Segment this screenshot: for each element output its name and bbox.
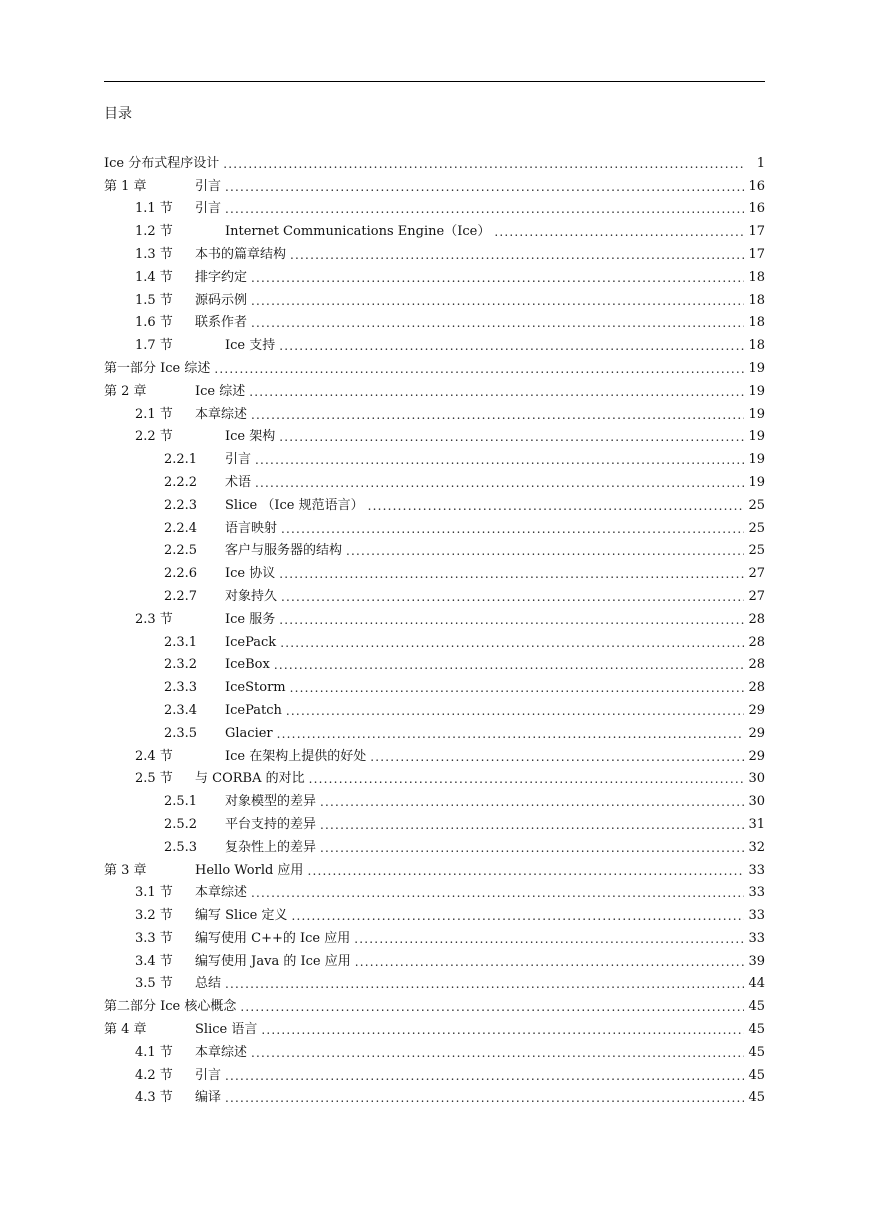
toc-entry-title: 对象持久 — [225, 588, 278, 604]
toc-entry[interactable] — [104, 582, 765, 605]
toc-entry-number: 1.6 节 — [135, 315, 173, 331]
toc-entry-number: 2.2 节 — [135, 429, 173, 445]
toc-entry-title: 编写使用 Java 的 Ice 应用 — [195, 953, 351, 969]
toc-entry[interactable] — [104, 286, 765, 309]
toc-entry-title: IcePatch — [225, 702, 282, 718]
toc-entry-page: 18 — [748, 338, 765, 354]
dot-leader — [223, 156, 745, 172]
dot-leader — [279, 566, 744, 582]
dot-leader — [290, 247, 744, 263]
toc-entry[interactable] — [104, 537, 765, 560]
toc-entry-page: 33 — [748, 908, 765, 924]
toc-entry-page: 45 — [748, 1067, 765, 1083]
toc-entry-number: 2.4 节 — [135, 748, 173, 764]
dot-leader — [277, 726, 745, 742]
dot-leader — [251, 407, 744, 423]
toc-entry-page: 25 — [748, 497, 765, 513]
toc-entry-title: 引言 — [195, 201, 222, 217]
toc-entry-title: 本章综述 — [195, 885, 248, 901]
toc-entry[interactable] — [104, 354, 765, 377]
dot-leader — [225, 179, 744, 195]
toc-entry-page: 39 — [748, 953, 765, 969]
toc-entry-number: 1.2 节 — [135, 224, 173, 240]
toc-entry-number: 1.3 节 — [135, 246, 173, 262]
toc-entry-page: 18 — [748, 292, 765, 308]
dot-leader — [225, 1090, 744, 1106]
toc-entry[interactable] — [104, 651, 765, 674]
toc-entry[interactable] — [104, 992, 765, 1015]
toc-entry-title: 引言 — [195, 178, 222, 194]
toc-entry-page: 45 — [748, 1022, 765, 1038]
dot-leader — [214, 361, 744, 377]
dot-leader — [286, 703, 745, 719]
toc-entry[interactable] — [104, 309, 765, 332]
toc-entry[interactable] — [104, 514, 765, 537]
dot-leader — [251, 885, 744, 901]
toc-heading: 目录 — [104, 106, 132, 122]
dot-leader — [251, 293, 744, 309]
toc-entry-title: 编写 Slice 定义 — [195, 908, 288, 924]
toc-entry-number: 第 2 章 — [104, 383, 147, 399]
toc-entry[interactable] — [104, 924, 765, 947]
toc-entry-number: 3.4 节 — [135, 953, 173, 969]
toc-entry[interactable] — [104, 833, 765, 856]
toc-entry-title: 本章综述 — [195, 1044, 248, 1060]
dot-leader — [225, 1068, 744, 1084]
toc-entry-number: 2.2.1 — [164, 452, 198, 468]
toc-entry-page: 19 — [748, 452, 765, 468]
toc-entry[interactable] — [104, 1015, 765, 1038]
toc-entry-title: 平台支持的差异 — [225, 816, 317, 832]
toc-entry[interactable] — [104, 195, 765, 218]
toc-entry[interactable] — [104, 970, 765, 993]
toc-entry[interactable] — [104, 468, 765, 491]
dot-leader — [281, 521, 744, 537]
toc-entry-page: 45 — [748, 1044, 765, 1060]
dot-leader — [279, 429, 744, 445]
toc-entry-title: 与 CORBA 的对比 — [195, 771, 305, 787]
dot-leader — [320, 817, 744, 833]
toc-entry-title: Slice 语言 — [195, 1022, 258, 1038]
toc-entry-title: 引言 — [195, 1067, 222, 1083]
toc-entry-title: 本章综述 — [195, 406, 248, 422]
toc-entry[interactable] — [104, 491, 765, 514]
toc-entry[interactable] — [104, 400, 765, 423]
dot-leader — [494, 224, 744, 240]
toc-entry-number: 2.5.1 — [164, 794, 198, 810]
toc-entry-title: Ice 协议 — [225, 566, 276, 582]
dot-leader — [370, 749, 744, 765]
toc-entry-title: IceStorm — [225, 680, 286, 696]
toc-entry-title: IcePack — [225, 634, 277, 650]
dot-leader — [368, 498, 745, 514]
toc-entry-page: 33 — [748, 885, 765, 901]
toc-entry[interactable] — [104, 559, 765, 582]
toc-entry-title: 术语 — [225, 474, 252, 490]
toc-entry[interactable] — [104, 787, 765, 810]
table-of-contents — [104, 149, 765, 1106]
toc-entry-page: 28 — [748, 657, 765, 673]
dot-leader — [280, 635, 744, 651]
toc-entry-page: 32 — [748, 839, 765, 855]
toc-entry-page: 19 — [748, 383, 765, 399]
dot-leader — [249, 384, 744, 400]
toc-entry-number: 4.1 节 — [135, 1044, 173, 1060]
toc-entry-number: 2.1 节 — [135, 406, 173, 422]
toc-entry-page: 33 — [748, 930, 765, 946]
toc-entry-page: 18 — [748, 315, 765, 331]
toc-entry-title: Hello World 应用 — [195, 862, 304, 878]
toc-entry-number: 2.3.3 — [164, 680, 198, 696]
toc-entry-number: 2.3.5 — [164, 725, 198, 741]
toc-entry[interactable] — [104, 719, 765, 742]
toc-entry-page: 19 — [748, 360, 765, 376]
toc-entry-page: 19 — [748, 429, 765, 445]
toc-entry-title: 语言映射 — [225, 520, 278, 536]
toc-entry-title: Slice （Ice 规范语言） — [225, 497, 364, 513]
toc-entry-number: 3.3 节 — [135, 930, 173, 946]
toc-entry-page: 25 — [748, 520, 765, 536]
toc-entry[interactable] — [104, 377, 765, 400]
dot-leader — [291, 908, 744, 924]
toc-entry[interactable] — [104, 1084, 765, 1107]
toc-entry-number: 1.1 节 — [135, 201, 173, 217]
dot-leader — [251, 315, 744, 331]
toc-entry-title: Ice 架构 — [225, 429, 276, 445]
toc-entry[interactable] — [104, 810, 765, 833]
toc-entry-page: 29 — [748, 725, 765, 741]
dot-leader — [225, 201, 744, 217]
dot-leader — [251, 1045, 744, 1061]
toc-entry-page: 30 — [748, 794, 765, 810]
toc-entry[interactable] — [104, 217, 765, 240]
toc-entry[interactable] — [104, 696, 765, 719]
toc-entry-title: 客户与服务器的结构 — [225, 543, 343, 559]
toc-entry-number: 2.2.2 — [164, 474, 198, 490]
toc-entry[interactable] — [104, 628, 765, 651]
toc-entry[interactable] — [104, 263, 765, 286]
toc-entry-number: 3.2 节 — [135, 908, 173, 924]
toc-entry[interactable] — [104, 1038, 765, 1061]
toc-entry-page: 19 — [748, 406, 765, 422]
dot-leader — [320, 794, 744, 810]
toc-entry-title: 编译 — [195, 1090, 222, 1106]
toc-entry[interactable] — [104, 605, 765, 628]
dot-leader — [255, 475, 744, 491]
toc-entry-title: Ice 服务 — [225, 611, 276, 627]
toc-entry-page: 33 — [748, 862, 765, 878]
dot-leader — [240, 999, 744, 1015]
toc-entry-number: 2.3.2 — [164, 657, 198, 673]
dot-leader — [290, 680, 745, 696]
toc-entry[interactable] — [104, 331, 765, 354]
dot-leader — [320, 840, 744, 856]
dot-leader — [355, 954, 745, 970]
toc-entry[interactable] — [104, 742, 765, 765]
toc-entry-page: 17 — [748, 224, 765, 240]
dot-leader — [346, 543, 744, 559]
dot-leader — [309, 771, 745, 787]
dot-leader — [279, 612, 744, 628]
toc-entry-title: 对象模型的差异 — [225, 794, 317, 810]
toc-entry-title: IceBox — [225, 657, 270, 673]
toc-entry-page: 44 — [748, 976, 765, 992]
toc-entry-number: 1.5 节 — [135, 292, 173, 308]
toc-entry[interactable] — [104, 423, 765, 446]
toc-entry-number: 1.7 节 — [135, 338, 173, 354]
toc-entry[interactable] — [104, 172, 765, 195]
toc-entry-page: 17 — [748, 246, 765, 262]
dot-leader — [354, 931, 744, 947]
toc-entry[interactable] — [104, 856, 765, 879]
toc-entry-number: 2.2.5 — [164, 543, 198, 559]
toc-entry-page: 29 — [748, 702, 765, 718]
dot-leader — [281, 589, 744, 605]
toc-entry-title: 排字约定 — [195, 269, 248, 285]
dot-leader — [255, 452, 744, 468]
toc-entry-page: 30 — [748, 771, 765, 787]
toc-entry-number: 第 3 章 — [104, 862, 147, 878]
toc-entry-title: 编写使用 C++的 Ice 应用 — [195, 930, 351, 946]
toc-entry[interactable] — [104, 947, 765, 970]
toc-entry-page: 28 — [748, 634, 765, 650]
toc-entry-number: 2.5 节 — [135, 771, 173, 787]
toc-entry-number: 2.2.7 — [164, 588, 198, 604]
toc-entry-title: Internet Communications Engine（Ice） — [225, 224, 491, 240]
dot-leader — [225, 976, 744, 992]
toc-entry-title: 源码示例 — [195, 292, 248, 308]
toc-entry[interactable] — [104, 445, 765, 468]
toc-entry-page: 18 — [748, 269, 765, 285]
toc-entry[interactable] — [104, 673, 765, 696]
toc-entry-number: 2.5.2 — [164, 816, 198, 832]
toc-entry-page: 45 — [748, 999, 765, 1015]
toc-entry-number: 2.2.6 — [164, 566, 198, 582]
toc-entry-number: 2.3 节 — [135, 611, 173, 627]
toc-entry-page: 25 — [748, 543, 765, 559]
toc-entry-title: 本书的篇章结构 — [195, 246, 287, 262]
toc-entry-page: 27 — [748, 566, 765, 582]
toc-entry-page: 16 — [748, 201, 765, 217]
toc-entry-number: 2.2.4 — [164, 520, 198, 536]
toc-entry-number: 3.1 节 — [135, 885, 173, 901]
toc-entry-page: 27 — [748, 588, 765, 604]
toc-entry-title: Glacier — [225, 725, 273, 741]
toc-entry-page: 31 — [748, 816, 765, 832]
toc-entry-page: 16 — [748, 178, 765, 194]
toc-entry-title: 总结 — [195, 976, 222, 992]
toc-entry-title: 第二部分 Ice 核心概念 — [104, 999, 237, 1015]
toc-entry[interactable] — [104, 765, 765, 788]
toc-entry-number: 4.3 节 — [135, 1090, 173, 1106]
toc-entry-page: 28 — [748, 680, 765, 696]
toc-entry-number: 2.3.4 — [164, 702, 198, 718]
toc-entry-number: 第 4 章 — [104, 1022, 147, 1038]
toc-entry-page: 28 — [748, 611, 765, 627]
header-rule — [104, 81, 765, 82]
toc-entry-number: 1.4 节 — [135, 269, 173, 285]
toc-entry-page: 45 — [748, 1090, 765, 1106]
toc-entry-title: 第一部分 Ice 综述 — [104, 360, 211, 376]
toc-entry-page: 19 — [748, 474, 765, 490]
toc-entry-page: 29 — [748, 748, 765, 764]
toc-entry-title: 复杂性上的差异 — [225, 839, 317, 855]
toc-entry[interactable] — [104, 149, 765, 172]
toc-entry-number: 3.5 节 — [135, 976, 173, 992]
toc-entry-title: 引言 — [225, 452, 252, 468]
dot-leader — [261, 1022, 744, 1038]
toc-entry-title: Ice 支持 — [225, 338, 276, 354]
toc-entry-title: Ice 在架构上提供的好处 — [225, 748, 367, 764]
toc-entry[interactable] — [104, 879, 765, 902]
toc-entry-number: 2.3.1 — [164, 634, 198, 650]
dot-leader — [307, 863, 744, 879]
toc-entry[interactable] — [104, 1061, 765, 1084]
toc-entry-title: Ice 分布式程序设计 — [104, 155, 220, 171]
dot-leader — [274, 657, 745, 673]
toc-entry-number: 2.5.3 — [164, 839, 198, 855]
toc-entry-number: 2.2.3 — [164, 497, 198, 513]
toc-entry[interactable] — [104, 240, 765, 263]
toc-entry-title: 联系作者 — [195, 315, 248, 331]
toc-entry-title: Ice 综述 — [195, 383, 246, 399]
toc-entry-number: 第 1 章 — [104, 178, 147, 194]
toc-entry-number: 4.2 节 — [135, 1067, 173, 1083]
toc-entry-page: 1 — [756, 155, 765, 171]
toc-entry[interactable] — [104, 901, 765, 924]
dot-leader — [251, 270, 744, 286]
dot-leader — [279, 338, 744, 354]
